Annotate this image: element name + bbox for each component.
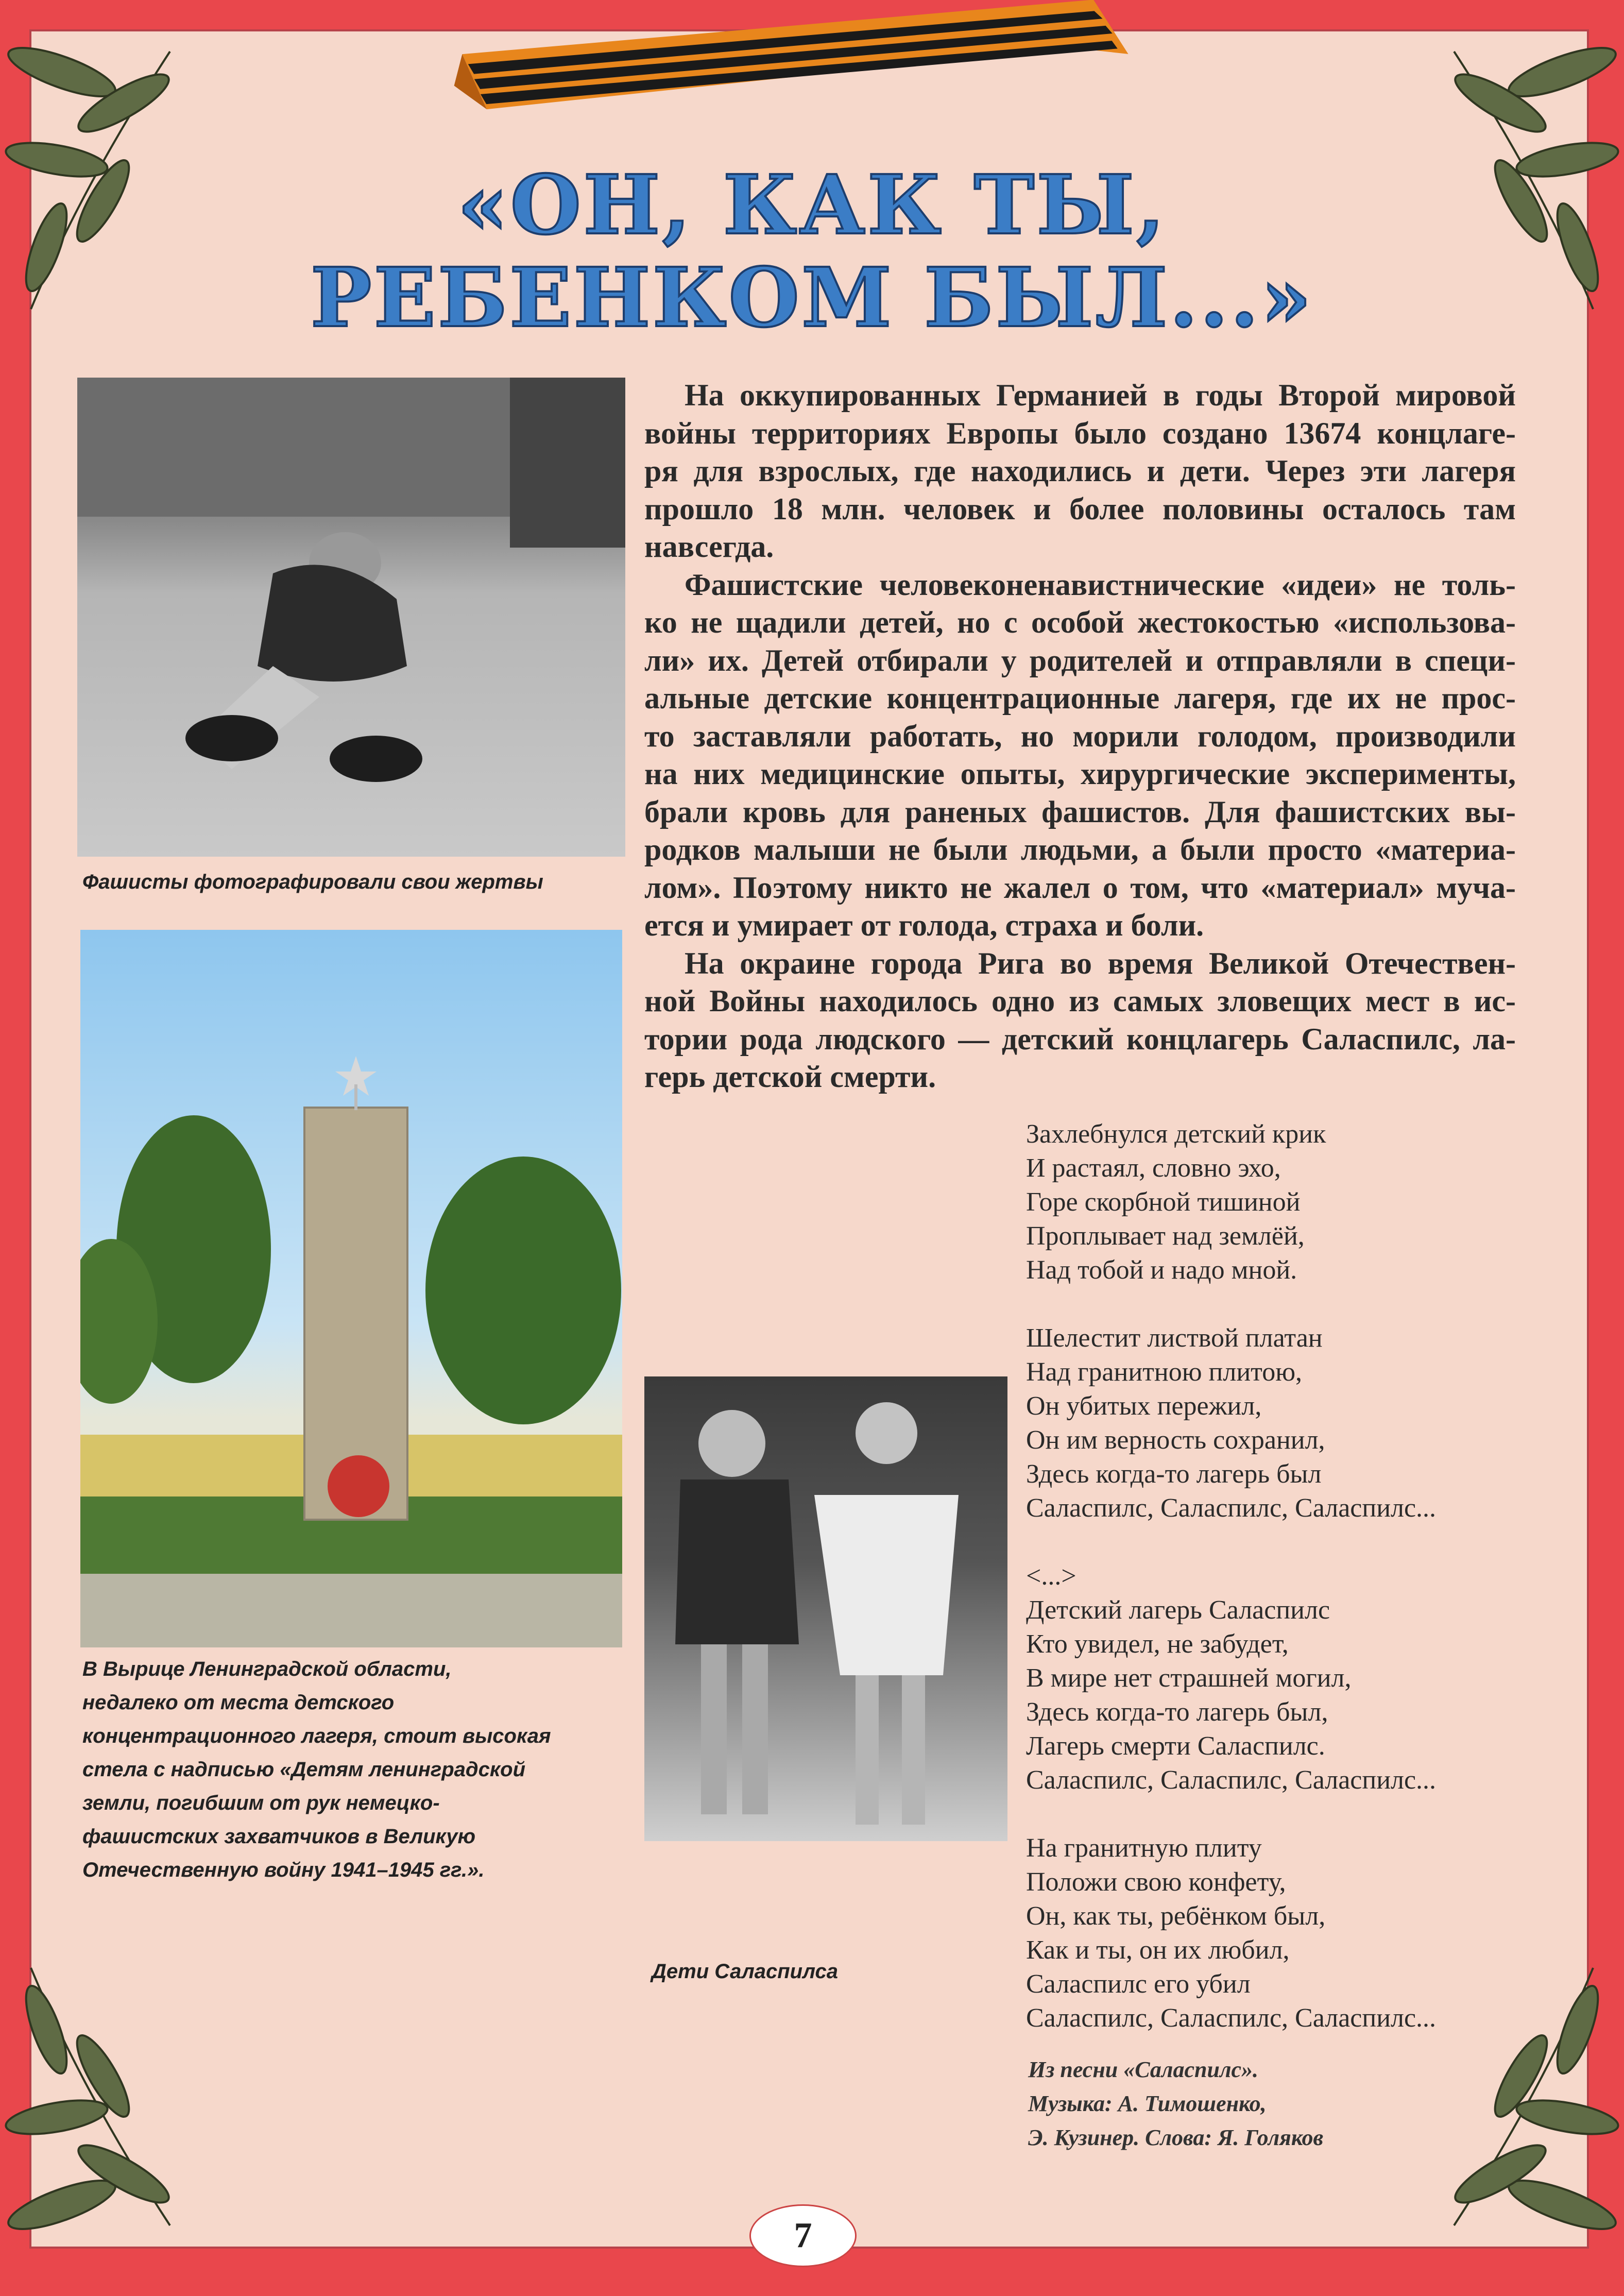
poem-attribution <box>1028 2053 1323 2155</box>
poem-line: Он им верность сохранил, <box>1026 1425 1325 1455</box>
article-line: брали кровь для раненых фашистов. Для фашистских вы- <box>644 794 1516 829</box>
poem-line: Захлебнулся детский крик <box>1026 1119 1326 1149</box>
photo-child-victim <box>77 378 625 857</box>
caption-photo-2 <box>82 1653 551 1887</box>
caption-photo-2-line: фашистских захватчиков в Великую <box>82 1825 476 1848</box>
article-line: навсегда. <box>644 530 774 564</box>
article-line: родков малыши не были людьми, а были просто «материа- <box>644 832 1516 866</box>
poem-line <box>1026 1525 1436 1559</box>
article-line: Фашистские человеконенавистнические «идеи» не толь- <box>685 567 1516 602</box>
article-line: На оккупированных Германией в годы Второй мировой <box>685 378 1516 412</box>
article-line: альные детские концентрационные лагеря, где их не прос- <box>644 681 1516 715</box>
page-number: 7 <box>749 2204 857 2267</box>
article-line: войны территориях Европы было создано 13674 концлаге- <box>644 416 1516 450</box>
attribution-line: Музыка: А. Тимошенко, <box>1028 2091 1267 2116</box>
poem-line: Над гранитною плитою, <box>1026 1357 1303 1387</box>
attribution-line: Э. Кузинер. Слова: Я. Голяков <box>1028 2125 1324 2150</box>
poem-line: И растаял, словно эхо, <box>1026 1153 1281 1183</box>
article-line: прошло 18 млн. человек и более половины осталось там <box>644 491 1516 526</box>
caption-photo-3: Дети Саласпилса <box>652 1960 838 1983</box>
poem-line: Саласпилс, Саласпилс, Саласпилс... <box>1026 2003 1437 2033</box>
caption-photo-2-line: В Вырице Ленинградской области, <box>82 1658 452 1680</box>
poem-line: Кто увидел, не забудет, <box>1026 1629 1289 1659</box>
article-line: ли» их. Детей отбирали у родителей и отправляли в специ- <box>644 643 1516 677</box>
article-line: На окраине города Рига во время Великой Отечествен- <box>685 946 1516 980</box>
photo-salaspils-children <box>644 1376 1007 1841</box>
poem-line: Детский лагерь Саласпилс <box>1026 1595 1330 1625</box>
poem-line: Здесь когда-то лагерь был, <box>1026 1697 1328 1727</box>
article-line: ко не щадили детей, но с особой жестокостью «использова- <box>644 605 1516 639</box>
title-line-2: РЕБЕНКОМ БЫЛ...» <box>310 250 1314 346</box>
poem-line: Как и ты, он их любил, <box>1026 1935 1290 1965</box>
article-line: тории рода людского — детский концлагерь Саласпилс, ла- <box>644 1022 1516 1056</box>
caption-photo-2-line: земли, погибшим от рук немецко- <box>82 1792 440 1814</box>
poem-line: Горе скорбной тишиной <box>1026 1187 1301 1217</box>
caption-photo-2-line: концентрационного лагеря, стоит высокая <box>82 1725 551 1747</box>
poem-line: Саласпилс его убил <box>1026 1969 1251 1999</box>
attribution-line: Из песни «Саласпилс». <box>1028 2057 1259 2082</box>
poem-line: Саласпилс, Саласпилс, Саласпилс... <box>1026 1765 1437 1795</box>
st-george-ribbon-icon <box>453 0 1138 124</box>
poem-line: Над тобой и надо мной. <box>1026 1255 1297 1285</box>
laurel-branch-icon <box>0 1958 216 2246</box>
title-line-1: «ОН, КАК ТЫ, <box>457 158 1167 253</box>
article-line: ется и умирает от голода, страха и боли. <box>644 908 1204 942</box>
poem-line: Он убитых пережил, <box>1026 1391 1262 1421</box>
poem <box>1026 1117 1436 2035</box>
article-line: то заставляли работать, но морили голодом, производили <box>644 719 1516 753</box>
poem-line <box>1026 1287 1436 1321</box>
article-line: лом». Поэтому никто не жалел о том, что «материал» муча- <box>644 870 1516 905</box>
poem-line: Шелестит листвой платан <box>1026 1323 1323 1353</box>
poem-line: <...> <box>1026 1561 1076 1591</box>
laurel-branch-icon <box>1408 1958 1624 2246</box>
caption-photo-2-line: Отечественную войну 1941–1945 гг.». <box>82 1859 485 1881</box>
caption-photo-1: Фашисты фотографировали свои жертвы <box>82 871 543 893</box>
poem-line: На гранитную плиту <box>1026 1833 1262 1863</box>
poem-line: Проплывает над землёй, <box>1026 1221 1305 1251</box>
article-line: ря для взрослых, где находились и дети. Через эти лагеря <box>644 454 1516 488</box>
caption-photo-2-line: стела с надписью «Детям ленинградской <box>82 1758 526 1781</box>
article-text <box>644 377 1516 1096</box>
photo-memorial-stele <box>80 930 622 1647</box>
poem-line <box>1026 1797 1436 1831</box>
laurel-branch-icon <box>1408 31 1624 319</box>
article-line: ной Войны находилось одно из самых зловещих мест в ис- <box>644 984 1516 1018</box>
poem-line: Здесь когда-то лагерь был <box>1026 1459 1322 1489</box>
poem-line: Лагерь смерти Саласпилс. <box>1026 1731 1325 1761</box>
caption-photo-2-line: недалеко от места детского <box>82 1691 395 1714</box>
poem-line: Саласпилс, Саласпилс, Саласпилс... <box>1026 1493 1437 1523</box>
article-line: герь детской смерти. <box>644 1060 936 1094</box>
article-line: на них медицинские опыты, хирургические эксперименты, <box>644 757 1516 791</box>
poem-line: В мире нет страшней могил, <box>1026 1663 1352 1693</box>
poem-line: Он, как ты, ребёнком был, <box>1026 1901 1326 1931</box>
poem-line: Положи свою конфету, <box>1026 1867 1286 1897</box>
laurel-branch-icon <box>0 31 216 319</box>
